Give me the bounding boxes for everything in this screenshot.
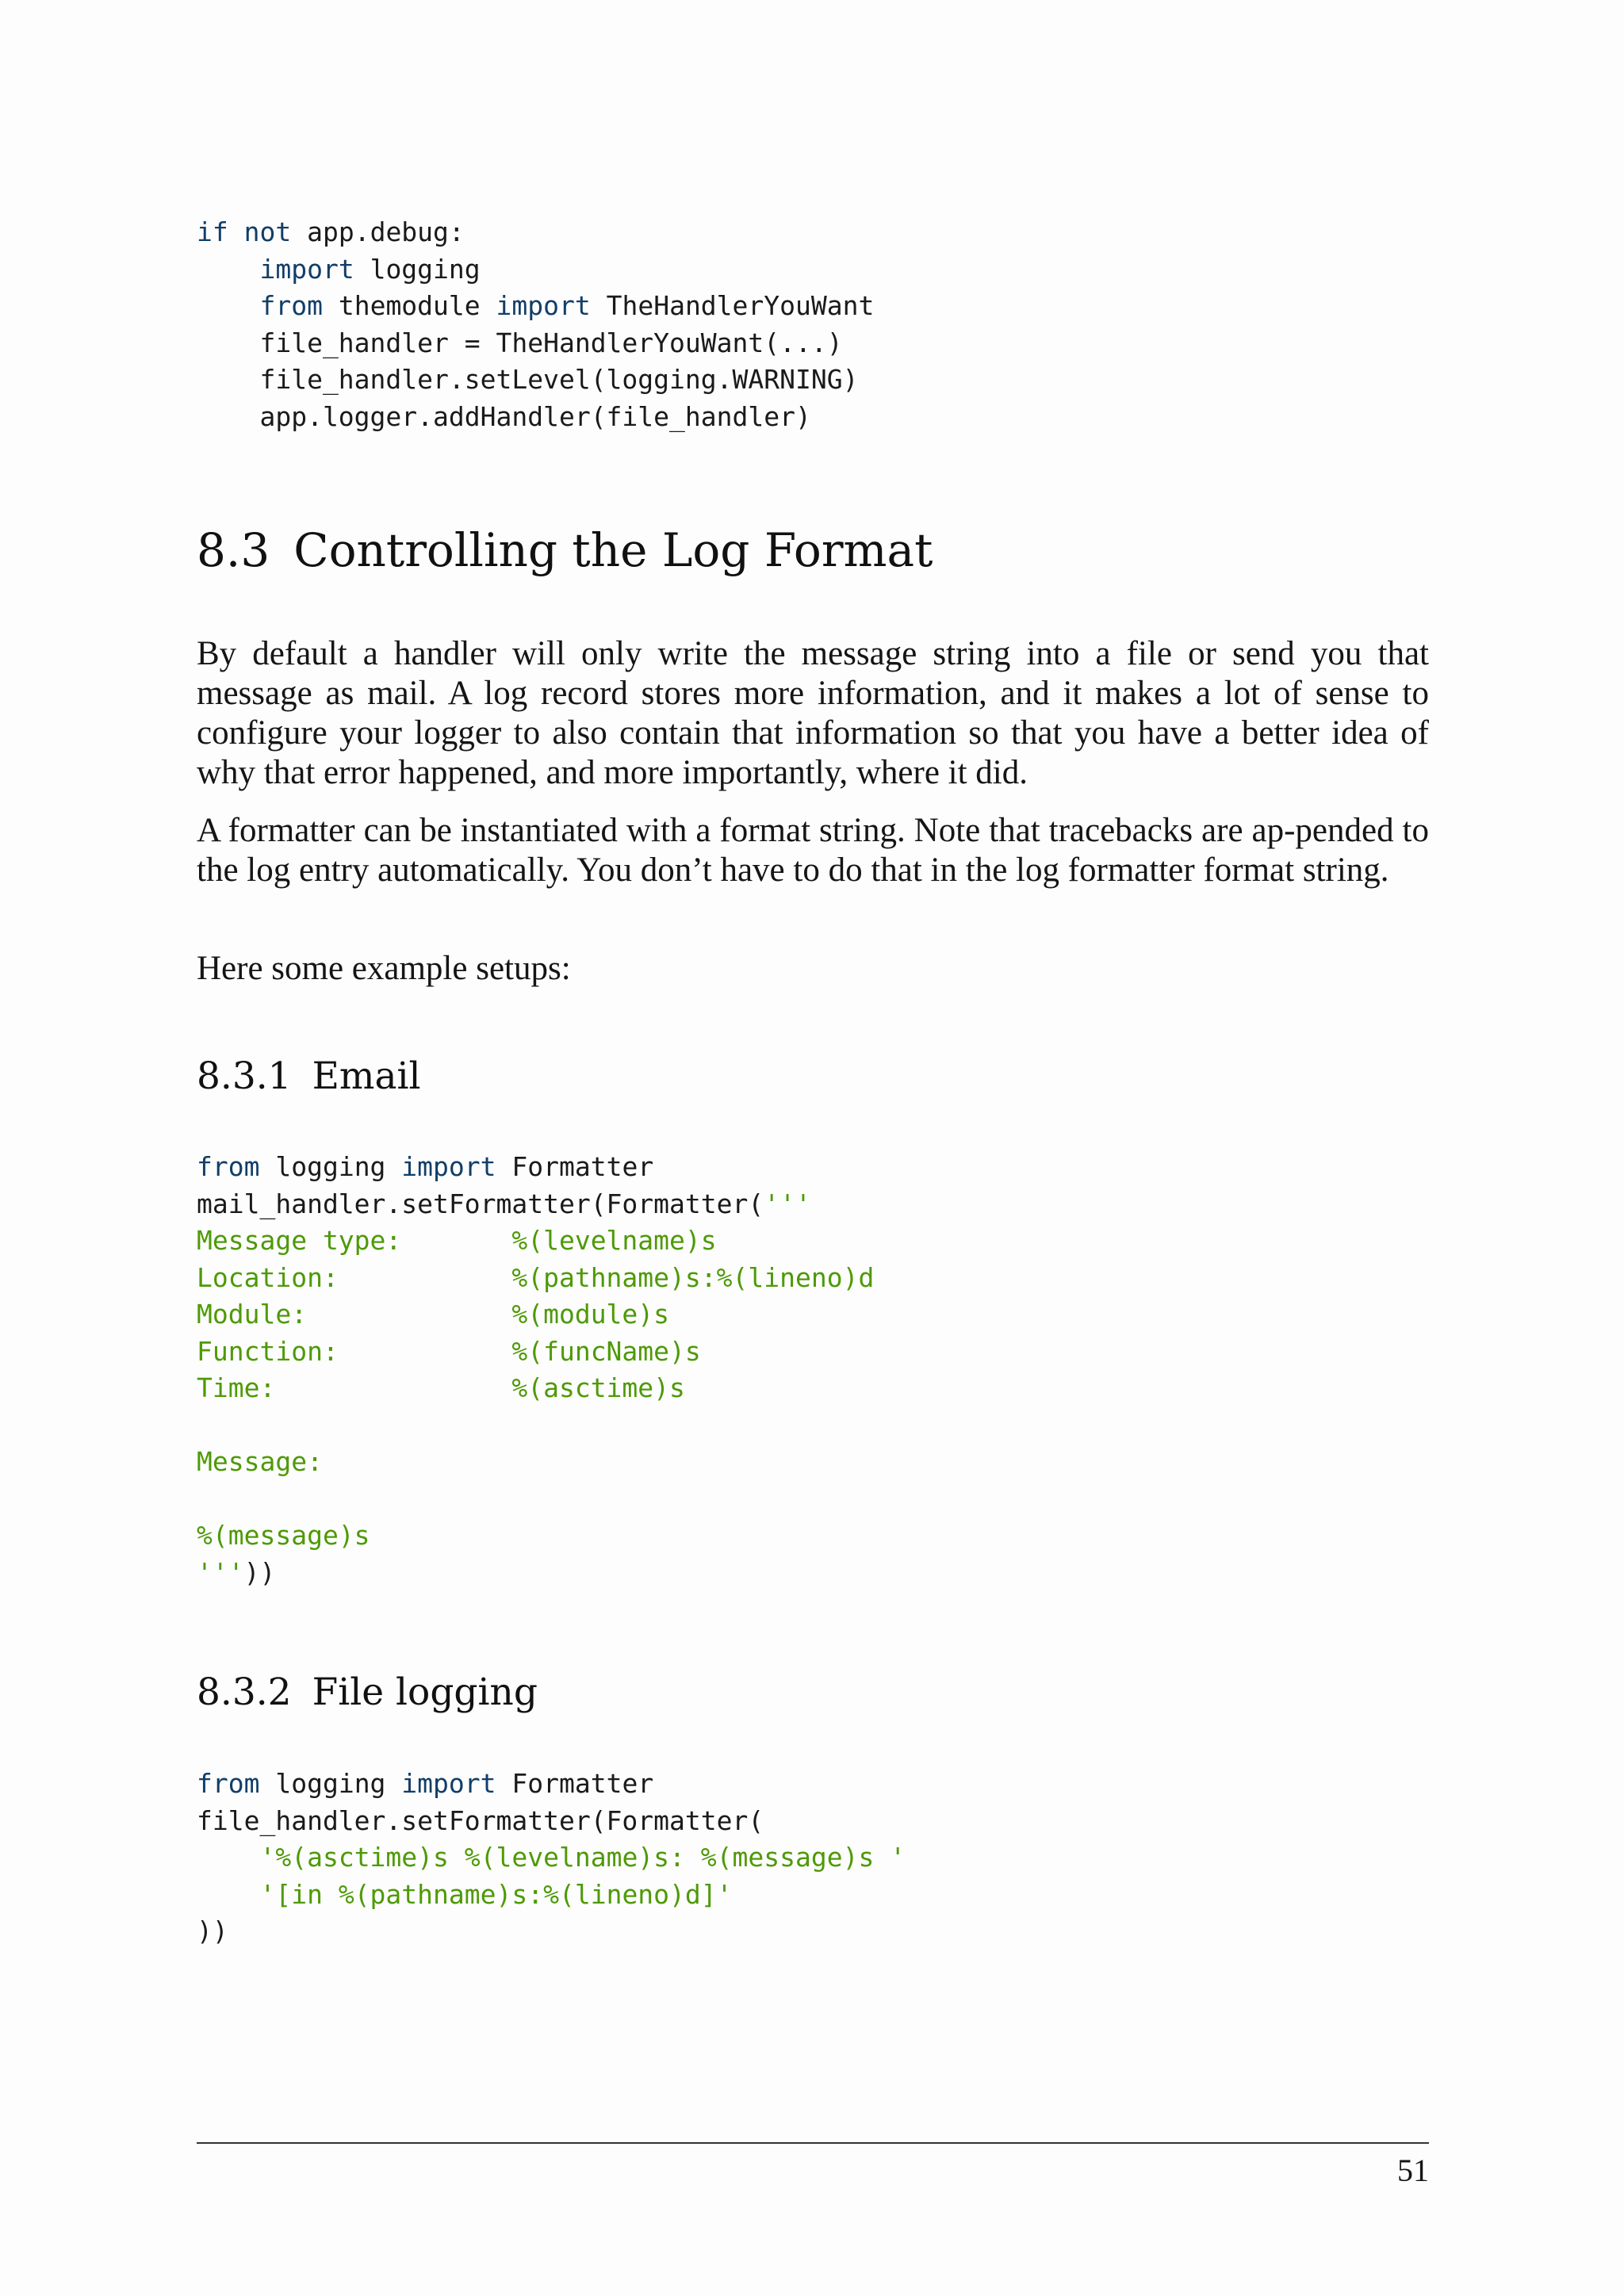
code-block-debug-handler: [197, 214, 874, 435]
code-string: Message type: %(levelname)s: [197, 1225, 717, 1256]
code-text: logging: [259, 1768, 402, 1799]
code-keyword: from: [259, 290, 323, 321]
code-text: )): [243, 1556, 276, 1588]
code-line: [197, 1517, 874, 1555]
code-keyword: if: [197, 216, 228, 247]
code-keyword: import: [259, 253, 354, 285]
code-text: [197, 1842, 259, 1873]
code-text: app.logger.addHandler(file_handler): [197, 400, 811, 432]
code-line: [197, 1296, 874, 1334]
code-text: app.debug:: [291, 216, 465, 247]
code-text: )): [197, 1915, 228, 1946]
code-string: ''': [764, 1188, 811, 1219]
code-text: [197, 254, 259, 285]
code-line: [197, 1555, 874, 1592]
code-keyword: not: [243, 216, 292, 247]
code-text: themodule: [322, 290, 496, 321]
code-string: ''': [197, 1556, 244, 1588]
code-string: Location: %(pathname)s:%(lineno)d: [197, 1261, 875, 1293]
code-line: [197, 1839, 906, 1877]
code-string: '[in %(pathname)s:%(lineno)d]': [259, 1878, 733, 1910]
code-text: [197, 1879, 259, 1910]
code-block-email-formatter: [197, 1149, 874, 1591]
subsection-number: 8.3.2: [197, 1670, 292, 1714]
code-line: [197, 362, 874, 399]
code-keyword: from: [197, 1768, 260, 1799]
paragraph-formatter: A formatter can be instantiated with a format string. Note that tracebacks are ap-pended to the log entry automatically. You don’t have to do that in the log formatter format string.: [197, 812, 1429, 889]
code-string: Module: %(module)s: [197, 1299, 670, 1330]
subsection-title: File logging: [312, 1670, 538, 1714]
section-heading-8-3: [197, 523, 933, 577]
code-line: [197, 1481, 874, 1518]
code-line: [197, 1370, 874, 1407]
code-line: [197, 1260, 874, 1297]
subsection-heading-8-3-1: [197, 1054, 421, 1098]
code-line: [197, 325, 874, 362]
code-string: Time: %(asctime)s: [197, 1372, 685, 1403]
code-text: Formatter: [496, 1151, 654, 1182]
code-keyword: import: [496, 290, 591, 321]
section-number: 8.3: [197, 523, 270, 577]
subsection-heading-8-3-2: [197, 1670, 538, 1714]
code-line: [197, 1877, 906, 1914]
code-string: Message:: [197, 1446, 323, 1477]
code-line: [197, 251, 874, 289]
code-string: %(message)s: [197, 1520, 370, 1551]
code-line: [197, 399, 874, 436]
code-text: Formatter: [496, 1768, 654, 1799]
document-page: [197, 0, 1429, 2296]
footer-rule: [197, 2142, 1429, 2144]
code-line: [197, 288, 874, 325]
code-text: logging: [354, 253, 481, 285]
code-text: file_handler.setLevel(logging.WARNING): [197, 364, 859, 395]
code-keyword: import: [401, 1151, 496, 1182]
code-keyword: from: [197, 1151, 260, 1182]
code-text: file_handler.setFormatter(Formatter(: [197, 1804, 764, 1836]
code-text: logging: [259, 1151, 402, 1182]
code-text: [228, 216, 244, 247]
subsection-title: Email: [312, 1054, 421, 1098]
code-line: [197, 1803, 906, 1840]
code-line: [197, 1444, 874, 1481]
paragraph-example-setups: Here some example setups:: [197, 950, 571, 987]
code-string: Function: %(funcName)s: [197, 1335, 701, 1367]
section-title: Controlling the Log Format: [293, 523, 933, 577]
code-keyword: import: [401, 1768, 496, 1799]
code-line: [197, 1223, 874, 1260]
code-text: file_handler = TheHandlerYouWant(...): [197, 327, 843, 358]
paragraph-default-handler: By default a handler will only write the message string into a file or send you that message as mail. A log record stores more information, and it makes a lot of sense to configure your logger to also contain that information so that you have a better idea of why that error happened, and more importantly, where it did.: [197, 635, 1429, 791]
subsection-number: 8.3.1: [197, 1054, 292, 1098]
code-text: [197, 290, 259, 321]
code-text: mail_handler.setFormatter(Formatter(: [197, 1188, 764, 1219]
code-line: [197, 1407, 874, 1445]
code-block-file-formatter: [197, 1766, 906, 1950]
page-number: 51: [1397, 2152, 1429, 2188]
code-line: [197, 1149, 874, 1186]
code-text: TheHandlerYouWant: [590, 290, 875, 321]
code-line: [197, 1766, 906, 1803]
code-line: [197, 214, 874, 251]
code-line: [197, 1913, 906, 1950]
code-line: [197, 1334, 874, 1371]
code-line: [197, 1186, 874, 1223]
code-string: '%(asctime)s %(levelname)s: %(message)s ': [259, 1842, 906, 1873]
